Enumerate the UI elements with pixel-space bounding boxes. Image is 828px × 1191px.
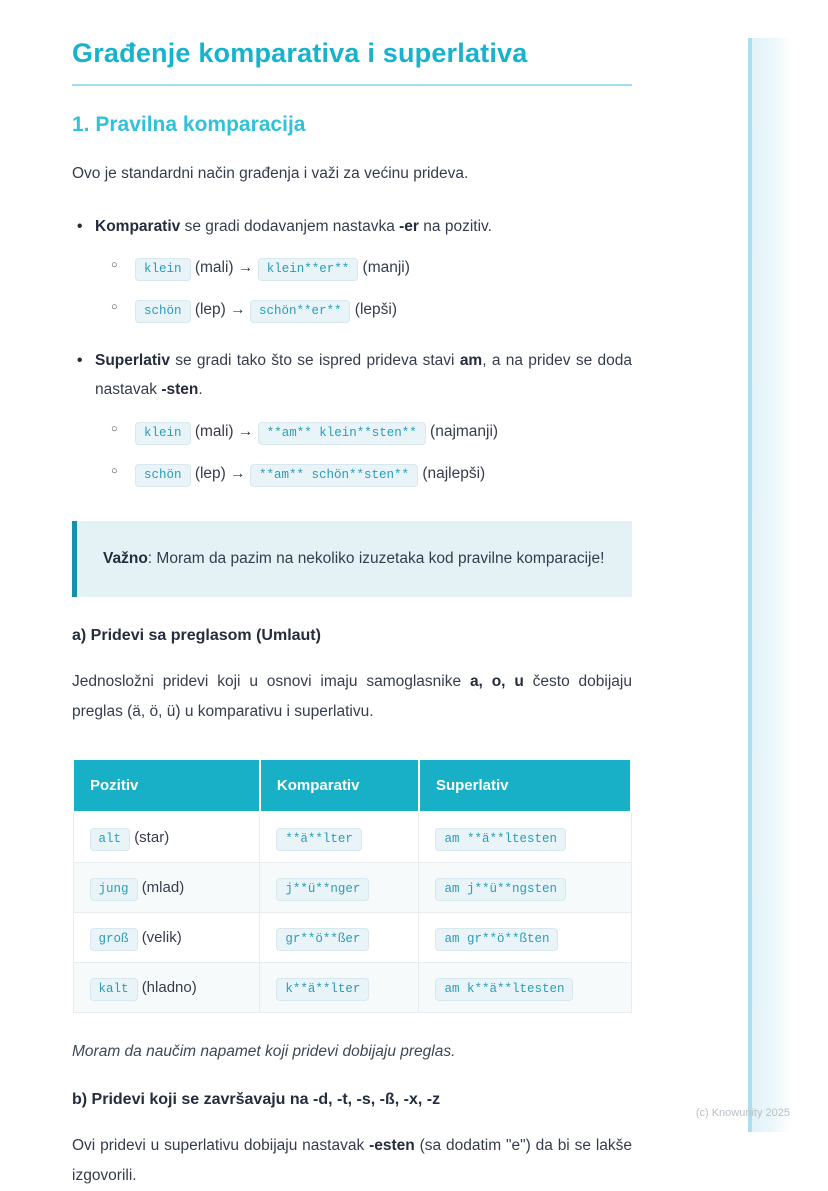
cell-komparativ [260,963,419,1013]
title-divider [72,84,632,86]
code-chip: alt [90,828,131,851]
column-header-pozitiv: Pozitiv [73,759,260,812]
code-chip: **am** schön**sten** [250,464,418,487]
code-chip: klein [135,422,191,445]
code-chip: **am** klein**sten** [258,422,426,445]
example-item [111,458,632,489]
para-b-text-end: (sa dodatim "e") da bi se lakše izgovorili. [72,1137,633,1185]
code-chip: kalt [90,978,138,1001]
para-b-suffix: -esten [369,1137,415,1155]
arrow-right-icon: → [230,464,246,482]
cell-superlativ [419,963,631,1013]
document-content [72,38,632,1191]
cell-pozitiv [73,913,260,963]
rules-list [72,213,632,489]
komparativ-term: Komparativ [95,217,181,235]
arrow-right-icon: → [237,259,254,277]
cell-komparativ [260,913,419,963]
table-row [73,812,631,863]
superlativ-text-end: . [198,381,203,399]
code-chip: am j**ü**ngsten [435,878,566,901]
cell-gloss: (hladno) [141,979,197,997]
cell-gloss: (star) [134,829,170,847]
page-title: Građenje komparativa i superlativa [72,38,528,68]
example-item [111,294,632,325]
callout-lead: Važno [103,549,148,567]
example-item [111,416,632,447]
important-callout [72,521,632,597]
cell-gloss: (velik) [141,929,182,947]
superlativ-am: am [459,352,483,370]
example-gloss: (manji) [362,259,410,277]
komparativ-suffix: -er [399,217,419,235]
cell-pozitiv [73,863,260,913]
umlaut-comparison-table [72,758,632,1013]
code-chip: k**ä**lter [276,978,369,1001]
cell-gloss: (mlad) [141,879,185,897]
example-item [111,252,632,283]
subsection-a-paragraph [72,667,632,727]
example-gloss: (najmanji) [430,422,499,440]
cell-superlativ [419,913,631,963]
code-chip: j**ü**nger [276,878,369,901]
code-chip: schön [135,300,191,323]
komparativ-text: se gradi dodavanjem nastavka [180,217,400,235]
code-chip: klein**er** [258,258,359,281]
superlativ-text-mid: , a na pridev se doda nastavak [95,352,632,399]
para-b-text: Ovi pridevi u superlativu dobijaju nastavak [72,1137,370,1155]
code-chip: am k**ä**ltesten [435,978,573,1001]
subsection-b-paragraph [72,1131,632,1191]
table-row [73,913,631,963]
cell-komparativ [260,812,419,863]
code-chip: jung [90,878,138,901]
cell-pozitiv [73,812,260,863]
page-edge-decoration [748,38,790,1132]
superlativ-suffix: -sten [161,381,199,399]
code-chip: **ä**lter [276,828,362,851]
komparativ-text-end: na pozitiv. [418,217,492,235]
section-1-intro: Ovo je standardni način građenja i važi za većinu prideva. [72,165,469,182]
list-item-superlativ [72,347,632,488]
example-gloss: (lep) [194,301,226,319]
example-gloss: (lep) [194,464,226,482]
code-chip: gr**ö**ßer [276,928,369,951]
superlativ-examples [95,416,632,489]
copyright-watermark: (c) Knowunity 2025 [695,1107,790,1119]
memo-note: Moram da naučim napamet koji pridevi dobijaju preglas. [72,1043,456,1061]
callout-body: : Moram da pazim na nekoliko izuzetaka kod pravilne komparacije! [147,549,605,567]
para-a-text-end: često dobijaju preglas (ä, ö, ü) u komparativu i superlativu. [72,672,632,720]
list-item-komparativ [72,213,632,326]
table-row [73,963,631,1013]
para-a-vowels: a, o, u [469,672,524,690]
code-chip: am **ä**ltesten [435,828,566,851]
table-header-row [73,759,631,812]
example-gloss: (mali) [194,259,234,277]
arrow-right-icon: → [230,301,246,319]
code-chip: schön**er** [250,300,351,323]
section-1-heading: 1. Pravilna komparacija [72,113,306,136]
komparativ-examples [95,252,632,325]
column-header-komparativ: Komparativ [260,759,419,812]
column-header-superlativ: Superlativ [419,759,631,812]
example-gloss: (mali) [194,422,234,440]
callout-text [103,544,606,574]
example-gloss: (najlepši) [422,464,486,482]
cell-pozitiv [73,963,260,1013]
code-chip: schön [135,464,191,487]
subsection-a-heading: a) Pridevi sa preglasom (Umlaut) [72,626,321,644]
para-a-text: Jednosložni pridevi koji u osnovi imaju samoglasnike [72,672,470,690]
subsection-b-heading: b) Pridevi koji se završavaju na -d, -t, -s, -ß, -x, -z [72,1091,441,1109]
superlativ-text: se gradi tako što se ispred prideva stavi [169,352,460,370]
code-chip: am gr**ö**ßten [435,928,558,951]
code-chip: groß [90,928,138,951]
arrow-right-icon: → [237,422,254,440]
cell-superlativ [419,812,631,863]
example-gloss: (lepši) [354,301,397,319]
cell-komparativ [260,863,419,913]
code-chip: klein [135,258,191,281]
table-row [73,863,631,913]
cell-superlativ [419,863,631,913]
superlativ-term: Superlativ [95,352,170,370]
